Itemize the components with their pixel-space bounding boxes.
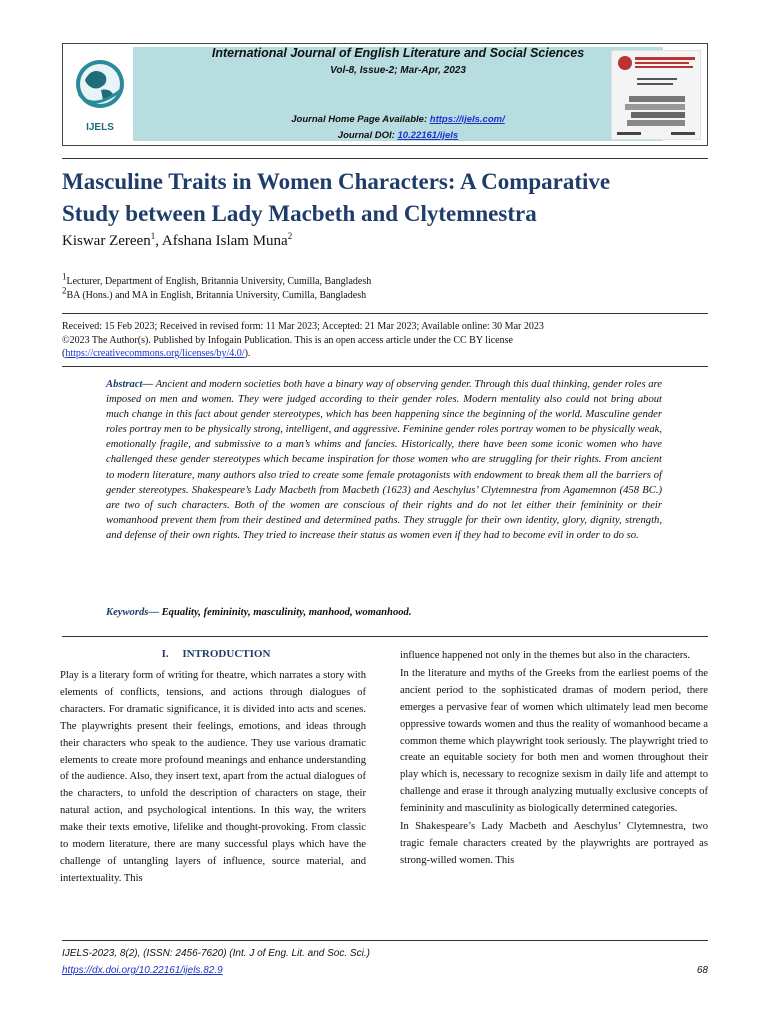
author-2: Afshana Islam Muna	[161, 233, 288, 249]
abstract-label: Abstract—	[106, 379, 154, 390]
right-paragraph-3: In Shakespeare’s Lady Macbeth and Aeschylus’ Clytemnestra, two tragic female characters created by the playwrights are portrayed as strong-willed women. This	[400, 821, 708, 866]
aff-1-sup: 1	[62, 271, 67, 282]
right-column	[400, 648, 708, 870]
page-number: 68	[696, 965, 708, 976]
aff-1-text: Lecturer, Department of English, Britannia University, Cumilla, Bangladesh	[66, 276, 372, 287]
copyright-line: ©2023 The Author(s). Published by Infogain Publication. This is an open access article under the CC BY license	[62, 334, 513, 346]
keywords	[106, 607, 662, 618]
journal-header	[62, 43, 708, 146]
journal-home-line	[133, 114, 663, 125]
license-open: (	[62, 348, 66, 359]
abstract-text: Ancient and modern societies both have a binary way of observing gender. Through this dual thinking, gender roles are imposed on men and women. They were judged according to their gender roles. Modern mentality also could not bring about much change in this fact about gender stereotypes, which has been happening since the beginning of the world. Masculine gender roles portray men to be physically strong, intelligent, and aggressive. Feminine gender roles portray women to be physically weak, emotionally fragile, and submissive to a man’s whims and fancies. Historically, there have been some iconic women who have challenged these gender stereotypes which became inspiration for those women who are struggling for their rights. From ancient to modern literature, many authors also tried to create some female protagonists with endowment to break them all the barriers of gender stereotypes. Shakespeare’s Lady Macbeth from Macbeth (1623) and Aeschylus’ Clytemnestra from Agamemnon (458 BC.) are two of such characters. Both of the women are conscious of their rights and do not let either their femininity or their womanhood prevent them from their destined and determined paths. They struggle for their own identity, glory, dignity, strength, and defense of their own rights. They tried to increase their status as women even if they had to become evil in order to do so.	[106, 379, 662, 541]
received-dates: Received: 15 Feb 2023; Received in revised form: 11 Mar 2023; Accepted: 21 Mar 2023; Available online: 30 Mar 2023	[62, 321, 544, 332]
affiliation-2	[62, 285, 367, 301]
home-link[interactable]: https://ijels.com/	[429, 114, 505, 125]
home-label: Journal Home Page Available:	[291, 114, 430, 125]
journal-volume: Vol-8, Issue-2; Mar-Apr, 2023	[330, 65, 466, 76]
license-close: ).	[244, 348, 251, 359]
authors	[62, 233, 292, 250]
doi-link[interactable]: 10.22161/ijels	[397, 130, 459, 141]
title-line-1: Masculine Traits in Women Characters: A Comparative	[62, 169, 611, 194]
logo-text: IJELS	[86, 122, 114, 133]
ijels-logo	[71, 50, 129, 138]
keywords-label: Keywords—	[106, 607, 159, 618]
publication-info	[62, 320, 702, 361]
journal-doi-line	[133, 130, 663, 141]
abstract-rule	[62, 636, 708, 637]
right-paragraph-1: influence happened not only in the themes but also in the characters.	[400, 650, 691, 661]
affiliation-1	[62, 271, 372, 287]
license-line	[62, 347, 702, 361]
footer-rule	[62, 940, 708, 941]
intro-paragraph: Play is a literary form of writing for theatre, which narrates a story with elements of conflicts, tensions, and actions through dialogues of characters. For dramatic significance, it is divided into acts and scenes. The playwrights present their feelings, emotions, and ideas through their characters who speak to the audience. They use various dramatic elements to create more profound meanings and enhance understanding of the audience. Also, they insert text, apart from the actual dialogues of the characters, to unfold the description of characters on stage, their natural action, and psychological intentions. In this way, the writers make their texts emotive, lifelike and thought-provoking. From classic to modern literature, there are many successful plays which have the challenge of untangling layers of influence, source material, and intertextuality. This	[60, 670, 366, 884]
aff-2-text: BA (Hons.) and MA in English, Britannia University, Cumilla, Bangladesh	[66, 290, 367, 301]
author-1-sup: 1	[150, 231, 156, 241]
title-line-2: Study between Lady Macbeth and Clytemnestra	[62, 201, 537, 226]
left-column	[60, 668, 366, 888]
right-paragraph-2: In the literature and myths of the Greeks from the earliest poems of the ancient period to the sophisticated dramas of modern period, there emerges a pervasive fear of women which ultimately lead men become oppressive towards women and thus the reality of womanhood became a common theme which playwright took seriously. The playwright tried to create an equitable society for both men and women throughout their play which is, necessary to recognize sexism in daily life and attempt to challenge and erase it through analyzing mutually exclusive concepts of femininity and masculinity as biologically determined categories.	[400, 667, 708, 815]
license-link[interactable]: https://creativecommons.org/licenses/by/4.0/	[65, 348, 245, 359]
journal-title: International Journal of English Literature and Social Sciences	[211, 46, 585, 60]
aff-2-sup: 2	[62, 285, 67, 296]
abstract	[106, 377, 662, 543]
journal-header-banner	[133, 47, 663, 141]
author-1: Kiswar Zereen	[62, 233, 151, 249]
journal-cover-image	[611, 50, 701, 140]
article-title	[62, 166, 712, 230]
section-heading-introduction: I. INTRODUCTION	[161, 648, 271, 660]
author-2-sup: 2	[287, 231, 293, 241]
header-rule	[62, 158, 708, 159]
footer-citation: IJELS-2023, 8(2), (ISSN: 2456-7620) (Int. J of Eng. Lit. and Soc. Sci.)	[62, 948, 370, 959]
info-rule	[62, 366, 708, 367]
doi-label: Journal DOI:	[337, 130, 398, 141]
keywords-text: Equality, femininity, masculinity, manhood, womanhood.	[158, 607, 412, 618]
author-separator: ,	[155, 233, 162, 249]
footer-doi-link[interactable]: https://dx.doi.org/10.22161/ijels.82.9	[62, 965, 223, 976]
affiliation-rule	[62, 313, 708, 314]
